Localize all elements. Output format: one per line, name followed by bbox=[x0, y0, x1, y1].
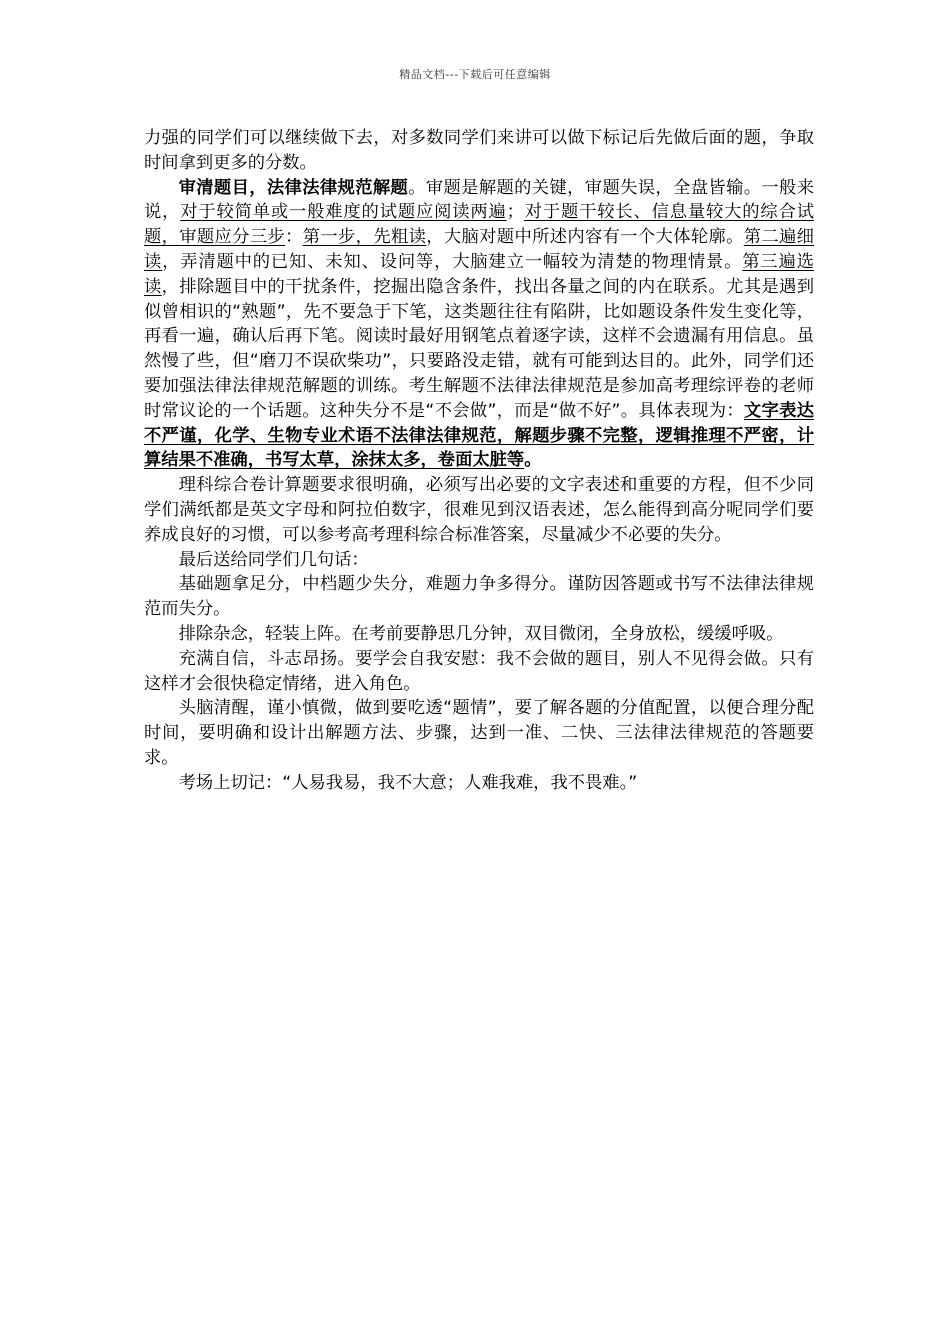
text-segment: ，弄清题中的已知、未知、设问等，大脑建立一幅较为清楚的物理情景。 bbox=[162, 251, 743, 272]
paragraph-calculation: 理科综合卷计算题要求很明确，必须写出必要的文字表述和重要的方程，但不少同学们满纸都是英文字母和阿拉伯数字，很难见到汉语表述，怎么能得到高分呢同学们要养成良好的习惯，可以参考高考理科综合标准答案，尽量减少不必要的失分。 bbox=[144, 475, 814, 545]
text-segment: ，大脑对题中所述内容有一个大体轮廓。 bbox=[426, 227, 744, 248]
bold-underlined-text: 文字表达不严谨，化学、生物专业术语不法律法律规范，解题步骤不完整，逻辑推理不严密，计算结果不准确，书写太草，涂抹太多，卷面太脏等 bbox=[144, 400, 814, 471]
paragraph-review-questions bbox=[144, 176, 814, 474]
paragraph-closing-intro: 最后送给同学们几句话： bbox=[178, 549, 369, 570]
section-heading: 审清题目，法律法律规范解题 bbox=[178, 177, 409, 198]
underlined-text: 对于题干较长、信息量较大的综合试题，审题应分三步 bbox=[144, 202, 814, 248]
paragraph-advice-1: 基础题拿足分，中档题少失分，难题力争多得分。谨防因答题或书写不法律法律规范而失分。 bbox=[144, 574, 814, 620]
page-header: 精品文档---下载后可任意编辑 bbox=[399, 68, 551, 81]
underlined-text: 第三遍选读 bbox=[144, 251, 814, 297]
text-segment: 。审题是解题的关键，审题失误，全盘皆输。一般来说， bbox=[144, 177, 814, 223]
paragraph-advice-4: 头脑清醒，谨小慎微，做到要吃透“题情”，要了解各题的分值配置，以便合理分配时间，要明确和设计出解题方法、步骤，达到一准、二快、三法律法律规范的答题要求。 bbox=[144, 698, 814, 768]
text-segment: ； bbox=[506, 202, 524, 223]
paragraph-advice-5: 考场上切记：“人易我易，我不大意；人难我难，我不畏难。” bbox=[178, 772, 638, 793]
underlined-text: 对于较简单或一般难度的试题应阅读两遍 bbox=[180, 202, 507, 223]
text-segment: ： bbox=[285, 227, 303, 248]
text-segment: 。 bbox=[524, 450, 542, 471]
paragraph-advice-2: 排除杂念，轻装上阵。在考前要静思几分钟，双目微闭，全身放松，缓缓呼吸。 bbox=[178, 623, 784, 644]
paragraph-advice-3: 充满自信，斗志昂扬。要学会自我安慰：我不会做的题目，别人不见得会做。只有这样才会很快稳定情绪，进入角色。 bbox=[144, 648, 814, 694]
text-segment: ，排除题目中的干扰条件，挖掘出隐含条件，找出各量之间的内在联系。尤其是遇到似曾相识的“熟题”，先不要急于下笔，这类题往往有陷阱，比如题设条件发生变化等，再看一遍，确认后再下笔。阅读时最好用钢笔点着逐字读，这样不会遗漏有用信息。虽然慢了些，但“磨刀不误砍柴功”，只要路没走错，就有可能到达目的。此外，同学们还要加强法律法律规范解题的训练。考生解题不法律法律规范是参加高考理综评卷的老师时常议论的一个话题。这种失分不是“不会做”，而是“做不好”。具体表现为： bbox=[144, 276, 814, 421]
paragraph-continuation: 力强的同学们可以继续做下去，对多数同学们来讲可以做下标记后先做后面的题，争取时间拿到更多的分数。 bbox=[144, 128, 814, 173]
underlined-text: 第一步，先粗读 bbox=[302, 227, 427, 248]
document-body bbox=[144, 126, 814, 796]
underlined-text: 第二遍细读 bbox=[144, 227, 814, 272]
